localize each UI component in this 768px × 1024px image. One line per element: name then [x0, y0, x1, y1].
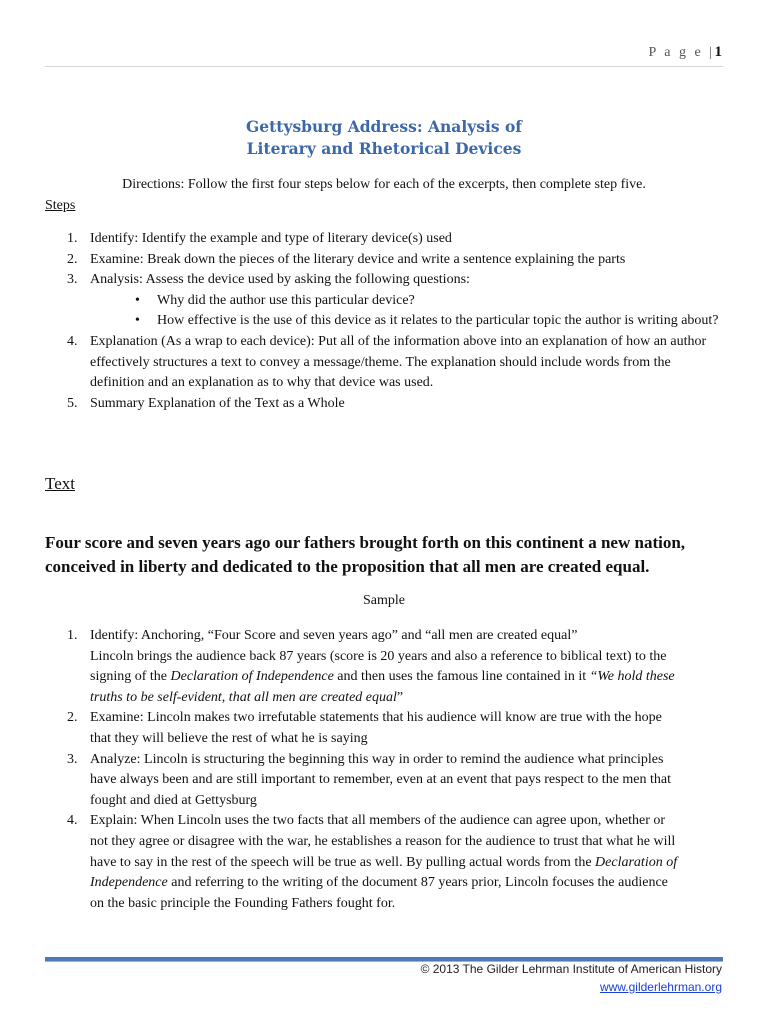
sublist-text: Why did the author use this particular device?	[157, 292, 415, 308]
step-number: 1.	[67, 231, 78, 246]
step-text: Analysis: Assess the device used by asking the following questions:	[90, 272, 470, 288]
sample-text: and referring to the writing of the document 87 years prior, Lincoln focuses the audience	[167, 875, 668, 891]
step-number: 4.	[67, 333, 78, 349]
sample-text-italic: truths to be self-evident, that all men are created equal	[90, 689, 397, 705]
sample-line: fought and died at Gettysburg	[90, 792, 257, 808]
title-line-2: Literary and Rhetorical Devices	[246, 139, 522, 158]
sublist-item	[90, 311, 725, 332]
step-item	[45, 332, 725, 394]
sample-text-italic: Declaration of Independence	[170, 669, 334, 685]
sample-line: Lincoln brings the audience back 87 years (score is 20 years and also a reference to biblical text) to the	[90, 648, 667, 664]
sample-line	[90, 873, 725, 894]
sample-line	[90, 853, 725, 874]
step-item	[45, 250, 725, 271]
sample-line: have always been and are still important to remember, even at an event that pays respect to the men that	[90, 772, 671, 788]
quote-line-1: Four score and seven years ago our fathers brought forth on this continent a new nation,	[45, 533, 686, 552]
sample-number: 3.	[67, 751, 78, 767]
page-label: P a g e |	[648, 45, 715, 60]
page-number: 1	[714, 44, 722, 60]
sample-text: have to say in the rest of the speech will be true as well. By pulling actual words from the	[90, 854, 596, 870]
step-number: 5.	[67, 395, 78, 411]
text-heading: Text	[45, 474, 75, 493]
quote-line-2: conceived in liberty and dedicated to the proposition that all men are created equal.	[45, 557, 650, 576]
step-text: Explanation (As a wrap to each device): Put all of the information above into an explanation of how an author effectively structures a text to convey a message/theme. The explanation should include words from the definition and an explanation as to why that device was used.	[90, 333, 707, 391]
footer-website-link[interactable]: www.gilderlehrman.org	[599, 980, 722, 994]
title-line-1: Gettysburg Address: Analysis of	[246, 117, 522, 136]
steps-list	[45, 229, 725, 414]
sample-item	[45, 811, 725, 914]
step-item	[45, 394, 725, 415]
step-item	[45, 229, 725, 250]
sample-number: 2.	[67, 710, 78, 726]
sample-line: not they agree or disagree with the war, he establishes a reason for the audience to trust that what he will	[90, 833, 676, 849]
steps-heading: Steps	[45, 198, 76, 213]
sample-line: Analyze: Lincoln is structuring the beginning this way in order to remind the audience what principles	[90, 751, 664, 767]
sample-text-italic: “We hold these	[589, 669, 675, 685]
sample-list	[45, 626, 725, 914]
sublist-text: How effective is the use of this device as it relates to the particular topic the author is writing about?	[157, 313, 719, 329]
step-item	[45, 270, 725, 332]
sample-line: on the basic principle the Founding Fathers fought for.	[90, 895, 396, 911]
sample-line: that they will believe the rest of what he is saying	[90, 730, 368, 746]
sample-text-italic: Declaration of	[595, 854, 678, 870]
sample-text: ”	[396, 689, 404, 705]
page-header	[649, 44, 723, 61]
step-number: 3.	[67, 272, 78, 288]
sample-line: Identify: Anchoring, “Four Score and seven years ago” and “all men are created equal”	[90, 628, 578, 643]
sample-item	[45, 708, 725, 749]
header-divider	[45, 66, 723, 67]
sample-text: and then uses the famous line contained in it	[333, 669, 590, 685]
footer-copyright: © 2013 The Gilder Lehrman Institute of American History	[420, 962, 722, 976]
sample-number: 1.	[67, 628, 78, 643]
bullet-icon: •	[135, 292, 140, 308]
sample-line: Explain: When Lincoln uses the two facts that all members of the audience can agree upon, whether or	[90, 813, 666, 829]
sample-text-italic: Independence	[90, 875, 168, 891]
step-text: Examine: Break down the pieces of the literary device and write a sentence explaining the parts	[90, 251, 626, 267]
sample-line	[90, 688, 725, 709]
sample-item	[45, 750, 725, 812]
sample-number: 4.	[67, 813, 78, 829]
sample-line: Examine: Lincoln makes two irrefutable statements that his audience will know are true with the hope	[90, 710, 662, 726]
sample-line	[90, 667, 725, 688]
bullet-icon: •	[135, 313, 140, 329]
step-number: 2.	[67, 251, 78, 267]
sample-label: Sample	[363, 593, 405, 608]
step-text: Summary Explanation of the Text as a Whole	[90, 395, 345, 411]
sample-item	[45, 626, 725, 708]
sublist-item	[90, 291, 725, 312]
document-title	[0, 116, 768, 160]
step-sublist	[90, 291, 725, 332]
sample-text: signing of the	[90, 669, 171, 685]
gettysburg-quote	[45, 531, 735, 579]
directions-text: Directions: Follow the first four steps below for each of the excerpts, then complete step five.	[122, 177, 646, 192]
step-text: Identify: Identify the example and type of literary device(s) used	[90, 231, 452, 246]
